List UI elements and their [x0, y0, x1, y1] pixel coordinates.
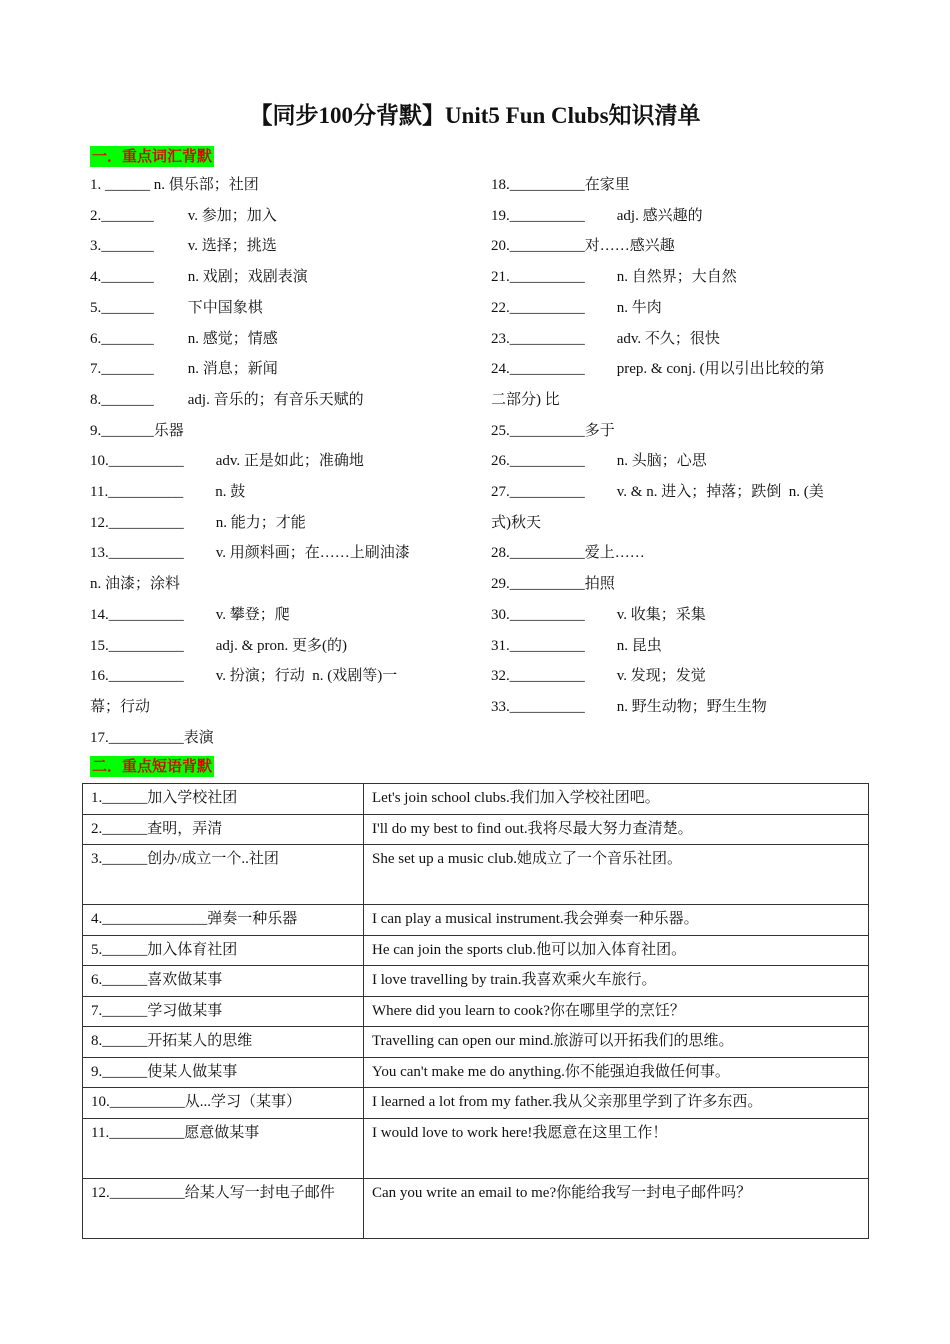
- vocab-blank[interactable]: __________: [509, 177, 585, 193]
- vocab-meaning-continued: 幕；行动: [90, 698, 151, 715]
- vocab-item: [90, 661, 460, 692]
- phrase-prompt[interactable]: 6.______喜欢做某事: [83, 966, 364, 997]
- phrase-example: You can't make me do anything.你不能强迫我做任何事。: [364, 1057, 869, 1088]
- vocab-item: [90, 385, 460, 416]
- vocab-blank[interactable]: __________: [108, 729, 184, 746]
- phrase-prompt[interactable]: 11.__________愿意做某事: [83, 1118, 364, 1178]
- vocab-number: 13.: [90, 545, 109, 562]
- phrase-prompt[interactable]: 8.______开拓某人的思维: [83, 1027, 364, 1058]
- phrase-example: Where did you learn to cook?你在哪里学的烹饪？: [364, 996, 869, 1027]
- vocab-item: [491, 569, 866, 600]
- vocab-blank[interactable]: __________: [509, 453, 585, 470]
- vocab-meaning: adv. 正是如此；准确地: [215, 453, 364, 470]
- vocab-meaning: adv. 不久；很快: [616, 330, 720, 347]
- vocab-number: 9.: [90, 422, 102, 439]
- vocab-number: 4.: [90, 269, 102, 286]
- vocab-blank[interactable]: __________: [509, 299, 585, 316]
- section-heading-vocabulary: 一．重点词汇背默: [92, 147, 213, 165]
- vocab-number: 21.: [491, 269, 510, 286]
- table-row: [83, 935, 869, 966]
- vocab-item: [90, 354, 460, 385]
- vocab-item: [90, 262, 460, 293]
- vocab-item: [491, 324, 866, 355]
- vocab-meaning: v. 扮演；行动 n. (戏剧等)一: [215, 668, 398, 685]
- vocab-item: [90, 324, 460, 355]
- vocab-number: 23.: [491, 330, 510, 347]
- vocab-item: [491, 692, 866, 723]
- vocab-item: [90, 416, 460, 447]
- phrase-prompt[interactable]: 7.______学习做某事: [83, 996, 364, 1027]
- phrase-example: I love travelling by train.我喜欢乘火车旅行。: [364, 966, 869, 997]
- vocab-item: [491, 354, 866, 385]
- vocab-number: 3.: [90, 238, 102, 255]
- vocab-blank[interactable]: __________: [108, 637, 184, 654]
- vocab-meaning: n. 昆虫: [616, 637, 662, 654]
- phrase-prompt[interactable]: 5.______加入体育社团: [83, 935, 364, 966]
- vocab-meaning: v. 收集；采集: [616, 606, 706, 623]
- phrase-example: I'll do my best to find out.我将尽最大努力查清楚。: [364, 814, 869, 845]
- vocab-blank[interactable]: _______: [101, 361, 154, 378]
- vocab-blank[interactable]: __________: [509, 637, 585, 654]
- phrase-example: Travelling can open our mind.旅游可以开拓我们的思维。: [364, 1027, 869, 1058]
- vocab-meaning: 乐器: [153, 422, 184, 439]
- phrase-prompt[interactable]: 2.______查明，弄清: [83, 814, 364, 845]
- vocab-blank[interactable]: __________: [108, 514, 184, 531]
- section-heading-phrases: 二．重点短语背默: [92, 757, 213, 775]
- vocab-meaning: n. 自然界；大自然: [616, 269, 737, 286]
- vocab-number: 14.: [90, 606, 109, 623]
- vocab-blank[interactable]: __________: [509, 545, 585, 562]
- table-row: [83, 1088, 869, 1119]
- vocab-meaning: adj. 音乐的；有音乐天赋的: [187, 391, 364, 408]
- phrase-example: He can join the sports club.他可以加入体育社团。: [364, 935, 869, 966]
- vocab-item: [90, 477, 460, 508]
- vocab-item: [491, 477, 866, 508]
- vocab-list-left: [90, 170, 460, 753]
- table-row: [83, 1057, 869, 1088]
- phrase-example: Let's join school clubs.我们加入学校社团吧。: [364, 784, 869, 815]
- table-row: [83, 1118, 869, 1178]
- vocab-number: 2.: [90, 207, 102, 224]
- vocab-meaning: n. 牛肉: [616, 299, 662, 316]
- vocab-item: [491, 538, 866, 569]
- vocab-blank[interactable]: __________: [509, 207, 585, 224]
- vocab-meaning: n. 俱乐部；社团: [150, 177, 259, 193]
- vocab-meaning: adj. & pron. 更多(的): [215, 637, 347, 654]
- vocab-blank[interactable]: _______: [101, 207, 154, 224]
- vocab-item: [90, 600, 460, 631]
- vocab-list-right: [491, 170, 866, 723]
- vocab-item: [491, 631, 866, 662]
- phrase-example: I learned a lot from my father.我从父亲那里学到了许多东西。: [364, 1088, 869, 1119]
- phrase-prompt[interactable]: 3.______创办/成立一个..社团: [83, 845, 364, 905]
- vocab-item: [491, 262, 866, 293]
- table-row: [83, 996, 869, 1027]
- vocab-blank[interactable]: _______: [101, 269, 154, 286]
- vocab-meaning: v. 用颜料画；在……上刷油漆: [215, 545, 410, 562]
- vocab-meaning: 拍照: [584, 576, 615, 593]
- vocab-number: 5.: [90, 299, 102, 316]
- vocab-item: [491, 170, 866, 201]
- vocab-blank[interactable]: _______: [101, 299, 154, 316]
- page-title: 【同步100分背默】Unit5 Fun Clubs知识清单: [249, 103, 701, 128]
- vocab-number: 19.: [491, 207, 510, 224]
- vocab-number: 17.: [90, 729, 109, 746]
- vocab-number: 28.: [491, 545, 510, 562]
- table-row: [83, 814, 869, 845]
- vocab-meaning: n. 野生动物；野生生物: [616, 698, 767, 715]
- vocab-blank[interactable]: __________: [509, 422, 585, 439]
- vocab-number: 20.: [491, 238, 510, 255]
- vocab-meaning: 在家里: [584, 177, 630, 193]
- phrases-table: [82, 783, 869, 1239]
- vocab-item: [90, 508, 460, 539]
- vocab-number: 18.: [491, 177, 510, 193]
- vocab-item: [491, 231, 866, 262]
- vocab-number: 31.: [491, 637, 510, 654]
- vocab-number: 12.: [90, 514, 109, 531]
- vocab-blank[interactable]: __________: [509, 330, 585, 347]
- vocab-blank[interactable]: __________: [509, 576, 585, 593]
- vocab-meaning-continued: 二部分) 比: [491, 391, 560, 408]
- phrase-prompt[interactable]: 4.______________弹奏一种乐器: [83, 905, 364, 936]
- vocab-meaning: v. 选择；挑选: [187, 238, 277, 255]
- vocab-blank[interactable]: __________: [509, 238, 585, 255]
- phrase-prompt[interactable]: 12.__________给某人写一封电子邮件: [83, 1178, 364, 1238]
- vocab-blank[interactable]: _______: [101, 391, 154, 408]
- vocab-number: 25.: [491, 422, 510, 439]
- vocab-meaning: v. 攀登；爬: [215, 606, 290, 623]
- vocab-blank[interactable]: _______: [101, 422, 154, 439]
- vocab-meaning: 下中国象棋: [187, 299, 263, 316]
- phrase-example: I would love to work here!我愿意在这里工作！: [364, 1118, 869, 1178]
- vocab-number: 8.: [90, 391, 102, 408]
- vocab-number: 10.: [90, 453, 109, 470]
- vocab-number: 16.: [90, 668, 109, 685]
- phrase-prompt[interactable]: 9.______使某人做某事: [83, 1057, 364, 1088]
- vocab-number: 29.: [491, 576, 510, 593]
- vocab-number: 33.: [491, 698, 510, 715]
- vocab-meaning: n. 鼓: [215, 484, 246, 501]
- vocab-blank[interactable]: __________: [108, 453, 184, 470]
- vocab-blank[interactable]: __________: [108, 668, 184, 685]
- phrase-prompt[interactable]: 1.______加入学校社团: [83, 784, 364, 815]
- vocab-item: [491, 661, 866, 692]
- vocab-number: 32.: [491, 668, 510, 685]
- phrase-example: Can you write an email to me?你能给我写一封电子邮件吗？: [364, 1178, 869, 1238]
- vocab-number: 6.: [90, 330, 102, 347]
- vocab-item: [90, 293, 460, 324]
- table-row: [83, 1178, 869, 1238]
- vocab-item: [491, 446, 866, 477]
- phrase-example: She set up a music club.她成立了一个音乐社团。: [364, 845, 869, 905]
- vocab-meaning: prep. & conj. (用以引出比较的第: [616, 361, 825, 378]
- vocab-blank[interactable]: __________: [509, 269, 585, 286]
- vocab-meaning: n. 感觉；情感: [187, 330, 278, 347]
- table-row: [83, 905, 869, 936]
- vocab-item: [491, 201, 866, 232]
- vocab-blank[interactable]: __________: [108, 606, 184, 623]
- phrase-prompt[interactable]: 10.__________从...学习（某事）: [83, 1088, 364, 1119]
- vocab-blank[interactable]: __________: [108, 484, 184, 501]
- vocab-item: [90, 446, 460, 477]
- vocab-number: 27.: [491, 484, 510, 501]
- vocab-blank[interactable]: __________: [509, 606, 585, 623]
- vocab-meaning: v. & n. 进入；掉落；跌倒 n. (美: [616, 484, 824, 501]
- vocab-number: 15.: [90, 637, 109, 654]
- vocab-meaning: 表演: [183, 729, 214, 746]
- vocab-meaning: adj. 感兴趣的: [616, 207, 703, 224]
- vocab-blank[interactable]: _______: [101, 238, 154, 255]
- vocab-blank[interactable]: __________: [509, 484, 585, 501]
- table-row: [83, 966, 869, 997]
- vocab-blank[interactable]: __________: [509, 668, 585, 685]
- vocab-meaning: 多于: [584, 422, 615, 439]
- vocab-number: 22.: [491, 299, 510, 316]
- vocab-item: [90, 631, 460, 662]
- vocab-blank[interactable]: __________: [108, 545, 184, 562]
- vocab-blank[interactable]: ______: [105, 177, 150, 193]
- table-row: [83, 1027, 869, 1058]
- vocab-meaning: 对……感兴趣: [584, 238, 675, 255]
- vocab-meaning: n. 消息；新闻: [187, 361, 278, 378]
- vocab-item: [491, 293, 866, 324]
- vocab-item: [90, 723, 460, 754]
- vocab-item: [90, 231, 460, 262]
- vocab-item: [90, 170, 460, 201]
- vocab-meaning: n. 能力；才能: [215, 514, 306, 531]
- vocab-blank[interactable]: __________: [509, 698, 585, 715]
- vocab-meaning: n. 戏剧；戏剧表演: [187, 269, 308, 286]
- table-row: [83, 784, 869, 815]
- phrase-example: I can play a musical instrument.我会弹奏一种乐器。: [364, 905, 869, 936]
- vocab-blank[interactable]: __________: [509, 361, 585, 378]
- vocab-number: 30.: [491, 606, 510, 623]
- vocab-meaning: 爱上……: [584, 545, 645, 562]
- vocab-meaning-continued: 式)秋天: [491, 514, 541, 531]
- vocab-number: 7.: [90, 361, 102, 378]
- vocab-number: 24.: [491, 361, 510, 378]
- vocab-item: [491, 600, 866, 631]
- vocab-blank[interactable]: _______: [101, 330, 154, 347]
- vocab-number: 11.: [90, 484, 109, 501]
- vocab-number: 1.: [90, 177, 105, 193]
- vocab-item: [90, 201, 460, 232]
- vocab-meaning-continued: n. 油漆；涂料: [90, 576, 181, 593]
- vocab-item: [90, 538, 460, 569]
- vocab-number: 26.: [491, 453, 510, 470]
- table-row: [83, 845, 869, 905]
- vocab-item: [491, 416, 866, 447]
- vocab-meaning: n. 头脑；心思: [616, 453, 707, 470]
- vocab-meaning: v. 参加；加入: [187, 207, 277, 224]
- vocab-meaning: v. 发现；发觉: [616, 668, 706, 685]
